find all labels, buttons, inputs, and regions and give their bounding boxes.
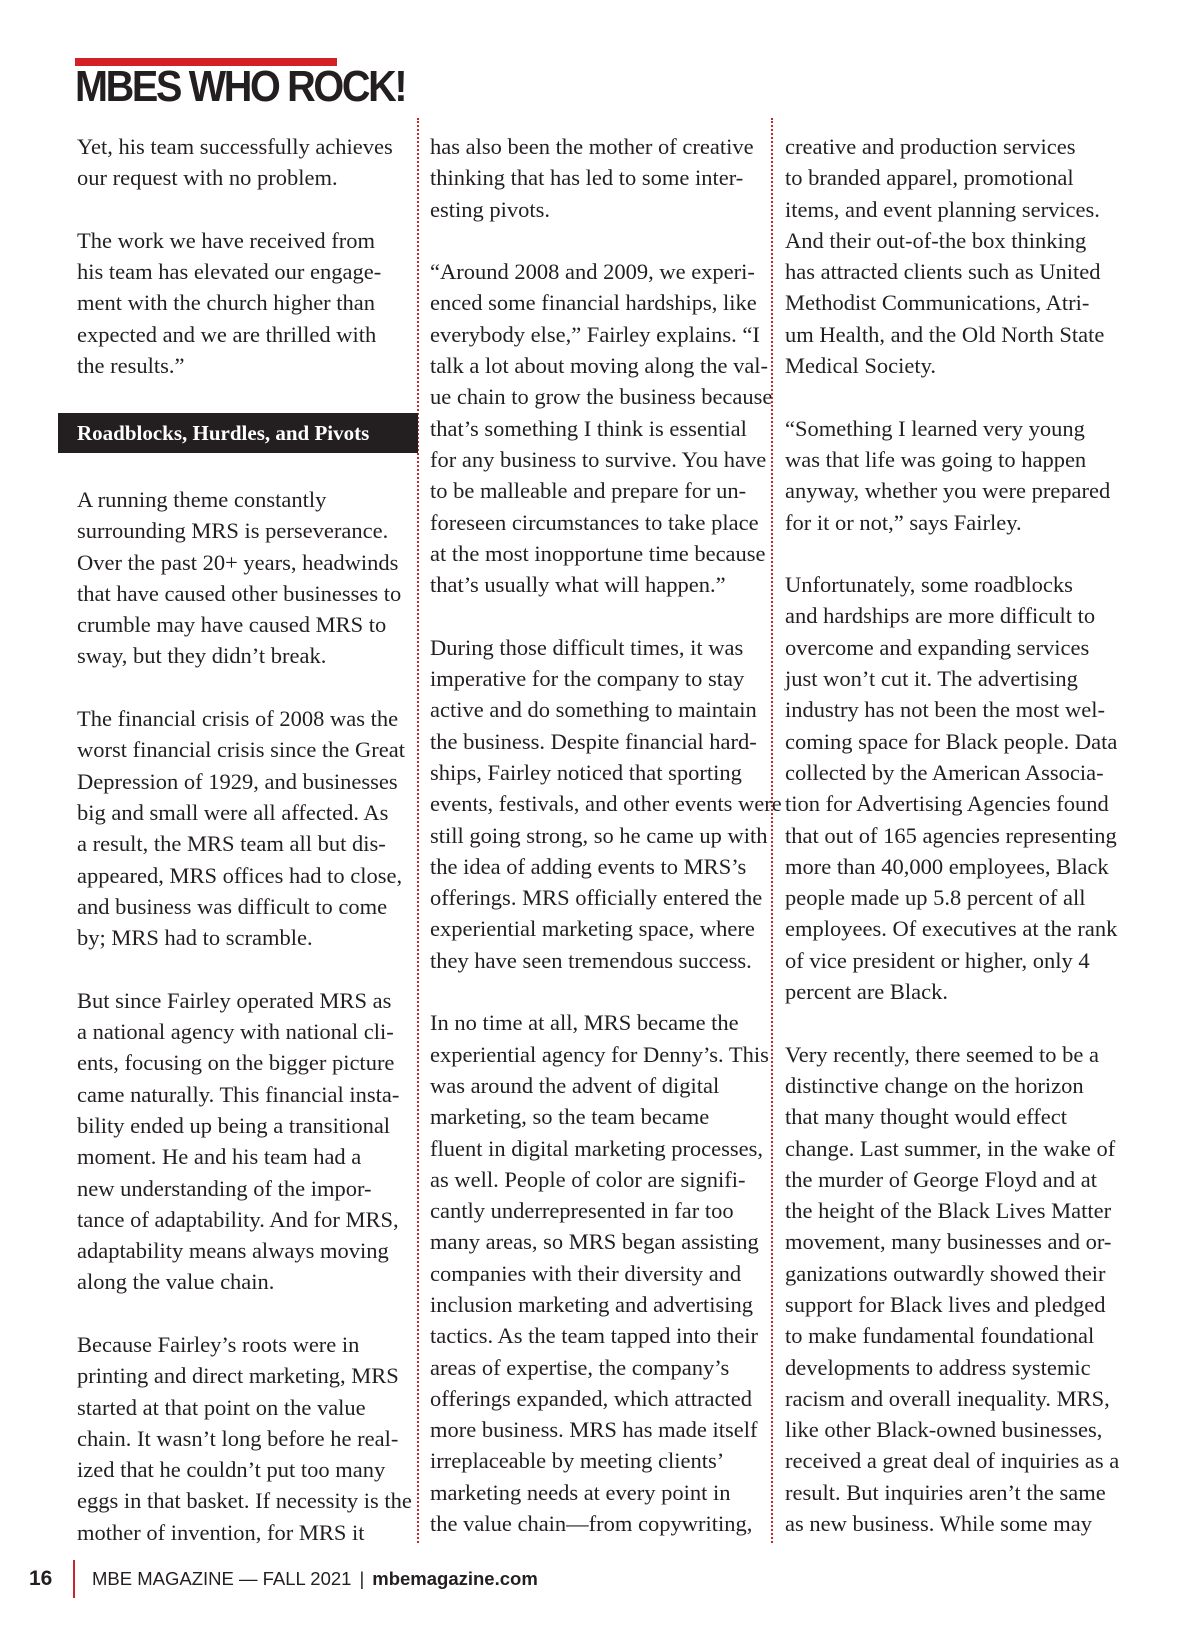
text-line: the value chain—from copywriting, — [430, 1511, 753, 1537]
text-line: ents, focusing on the bigger picture — [77, 1050, 395, 1076]
text-line: creative and production services — [785, 134, 1076, 159]
text-line: adaptability means always moving — [77, 1238, 389, 1264]
text-line: In no time at all, MRS became the — [430, 1010, 739, 1036]
text-line: surrounding MRS is perseverance. — [77, 518, 389, 544]
text-line: Yet, his team successfully achieves — [77, 134, 393, 159]
text-line: for it or not,” says Fairley. — [785, 509, 1022, 535]
paragraph — [77, 484, 407, 672]
paragraph — [785, 1039, 1120, 1540]
text-line: tance of adaptability. And for MRS, — [77, 1206, 399, 1232]
text-line: and hardships are more difficult to — [785, 603, 1096, 629]
text-line: new understanding of the impor- — [77, 1175, 372, 1201]
footer-magazine: MBE MAGAZINE — FALL 2021 — [92, 1568, 352, 1589]
article-column-2 — [430, 131, 782, 1571]
text-line: offerings expanded, which attracted — [430, 1385, 752, 1411]
paragraph — [77, 1329, 412, 1548]
text-line: printing and direct marketing, MRS — [77, 1363, 399, 1389]
text-line: “Something I learned very young — [785, 415, 1085, 441]
text-line: ment with the church higher than — [77, 290, 376, 316]
text-line: The financial crisis of 2008 was the — [77, 706, 399, 732]
paragraph — [77, 225, 407, 381]
text-line: a result, the MRS team all but dis- — [77, 831, 386, 857]
text-line: companies with their diversity and — [430, 1260, 742, 1286]
text-line: percent are Black. — [785, 979, 949, 1005]
text-line: foreseen circumstances to take place — [430, 509, 759, 535]
text-line: employees. Of executives at the rank — [785, 916, 1118, 942]
text-line: irreplaceable by meeting clients’ — [430, 1448, 725, 1474]
text-line: events, festivals, and other events were — [430, 791, 782, 817]
text-line: Medical Society. — [785, 353, 936, 379]
text-line: to branded apparel, promotional — [785, 165, 1074, 191]
text-line: started at that point on the value — [77, 1394, 366, 1420]
text-line: by; MRS had to scramble. — [77, 925, 313, 951]
text-line: our request with no problem. — [77, 165, 338, 191]
footer-separator: | — [359, 1568, 365, 1589]
text-line: racism and overall inequality. MRS, — [785, 1385, 1110, 1411]
text-line: Unfortunately, some roadblocks — [785, 572, 1073, 598]
text-line: at the most inopportune time because — [430, 540, 766, 566]
paragraph — [430, 1007, 769, 1539]
text-line: ganizations outwardly showed their — [785, 1260, 1106, 1286]
text-line: result. But inquiries aren’t the same — [785, 1479, 1106, 1505]
text-line: tion for Advertising Agencies found — [785, 791, 1109, 817]
page-number: 16 — [29, 1567, 53, 1590]
text-line: movement, many businesses and or- — [785, 1229, 1112, 1255]
text-line: that have caused other businesses to — [77, 580, 402, 606]
paragraph — [77, 985, 407, 1298]
text-line: to make fundamental foundational — [785, 1323, 1095, 1349]
paragraph — [77, 703, 407, 953]
paragraph — [430, 632, 782, 976]
article-column-3 — [785, 131, 1120, 1571]
text-line: the height of the Black Lives Matter — [785, 1198, 1112, 1224]
text-line: came naturally. This financial insta- — [77, 1081, 400, 1107]
footer-divider — [73, 1560, 75, 1598]
text-line: marketing needs at every point in — [430, 1479, 731, 1505]
subheading: Roadblocks, Hurdles, and Pivots — [58, 413, 418, 453]
text-line: offerings. MRS officially entered the — [430, 885, 763, 911]
text-line: overcome and expanding services — [785, 634, 1090, 660]
paragraph — [785, 131, 1120, 381]
text-line: just won’t cut it. The advertising — [785, 666, 1078, 692]
text-line: active and do something to maintain — [430, 697, 757, 723]
paragraph — [430, 131, 765, 225]
text-line: everybody else,” Fairley explains. “I — [430, 321, 760, 347]
text-line: the murder of George Floyd and at — [785, 1166, 1098, 1192]
text-line: for any business to survive. You have — [430, 446, 767, 472]
text-line: mother of invention, for MRS it — [77, 1519, 365, 1545]
text-line: During those difficult times, it was — [430, 634, 744, 660]
text-line: enced some financial hardships, like — [430, 290, 757, 316]
text-line: Depression of 1929, and businesses — [77, 768, 398, 794]
text-line: the business. Despite financial hard- — [430, 728, 757, 754]
text-line: has attracted clients such as United — [785, 259, 1101, 285]
text-line: and business was difficult to come — [77, 893, 388, 919]
text-line: cantly underrepresented in far too — [430, 1198, 734, 1224]
text-line: along the value chain. — [77, 1269, 275, 1295]
text-line: more than 40,000 employees, Black — [785, 853, 1109, 879]
text-line: the results.” — [77, 353, 185, 379]
text-line: Very recently, there seemed to be a — [785, 1041, 1100, 1067]
text-line: ships, Fairley noticed that sporting — [430, 759, 742, 785]
text-line: change. Last summer, in the wake of — [785, 1135, 1116, 1161]
text-line: like other Black-owned businesses, — [785, 1417, 1103, 1443]
text-line: eggs in that basket. If necessity is the — [77, 1488, 412, 1514]
text-line: worst financial crisis since the Great — [77, 737, 406, 763]
text-line: ue chain to grow the business because — [430, 384, 773, 410]
text-line: anyway, whether you were prepared — [785, 478, 1111, 504]
text-line: A running theme constantly — [77, 486, 327, 512]
text-line: was around the advent of digital — [430, 1072, 720, 1098]
footer-website-link[interactable]: mbemagazine.com — [372, 1568, 538, 1589]
section-heading: MBES WHO ROCK! — [75, 62, 406, 111]
text-line: crumble may have caused MRS to — [77, 612, 387, 638]
column-divider — [417, 118, 419, 1543]
text-line: the idea of adding events to MRS’s — [430, 853, 747, 879]
text-line: thinking that has led to some inter- — [430, 165, 744, 191]
text-line: marketing, so the team became — [430, 1104, 710, 1130]
text-line: developments to address systemic — [785, 1354, 1091, 1380]
text-line: has also been the mother of creative — [430, 134, 754, 159]
text-line: bility ended up being a transitional — [77, 1112, 391, 1138]
paragraph — [785, 413, 1120, 538]
text-line: support for Black lives and pledged — [785, 1291, 1106, 1317]
text-line: industry has not been the most wel- — [785, 697, 1105, 723]
text-line: Methodist Communications, Atri- — [785, 290, 1090, 316]
text-line: as well. People of color are signifi- — [430, 1166, 746, 1192]
text-line: they have seen tremendous success. — [430, 947, 752, 973]
text-line: that’s something I think is essential — [430, 415, 747, 441]
text-line: inclusion marketing and advertising — [430, 1291, 754, 1317]
text-line: many areas, so MRS began assisting — [430, 1229, 759, 1255]
paragraph — [785, 569, 1120, 1007]
paragraph — [430, 256, 773, 600]
text-line: ized that he couldn’t put too many — [77, 1457, 386, 1483]
text-line: talk a lot about moving along the val- — [430, 353, 769, 379]
text-line: to be malleable and prepare for un- — [430, 478, 747, 504]
text-line: Over the past 20+ years, headwinds — [77, 549, 399, 575]
text-line: was that life was going to happen — [785, 446, 1087, 472]
text-line: moment. He and his team had a — [77, 1144, 362, 1170]
text-line: imperative for the company to stay — [430, 666, 745, 692]
text-line: expected and we are thrilled with — [77, 321, 377, 347]
text-line: “Around 2008 and 2009, we experi- — [430, 259, 755, 285]
text-line: distinctive change on the horizon — [785, 1072, 1084, 1098]
text-line: chain. It wasn’t long before he real- — [77, 1425, 399, 1451]
text-line: as new business. While some may — [785, 1511, 1093, 1537]
text-line: areas of expertise, the company’s — [430, 1354, 730, 1380]
text-line: more business. MRS has made itself — [430, 1417, 758, 1443]
text-line: of vice president or higher, only 4 — [785, 947, 1090, 973]
text-line: esting pivots. — [430, 196, 551, 222]
page-footer — [29, 1559, 538, 1599]
text-line: people made up 5.8 percent of all — [785, 885, 1086, 911]
text-line: received a great deal of inquiries as a — [785, 1448, 1120, 1474]
text-line: still going strong, so he came up with — [430, 822, 768, 848]
text-line: The work we have received from — [77, 227, 375, 253]
text-line: But since Fairley operated MRS as — [77, 987, 392, 1013]
text-line: fluent in digital marketing processes, — [430, 1135, 764, 1161]
column-divider — [771, 118, 773, 1543]
text-line: big and small were all affected. As — [77, 799, 389, 825]
text-line: items, and event planning services. — [785, 196, 1100, 222]
text-line: his team has elevated our engage- — [77, 259, 382, 285]
text-line: a national agency with national cli- — [77, 1019, 394, 1045]
text-line: Because Fairley’s roots were in — [77, 1331, 360, 1357]
text-line: that’s usually what will happen.” — [430, 572, 726, 598]
text-line: sway, but they didn’t break. — [77, 643, 327, 669]
text-line: And their out-of-the box thinking — [785, 227, 1087, 253]
text-line: tactics. As the team tapped into their — [430, 1323, 759, 1349]
text-line: that many thought would effect — [785, 1104, 1068, 1130]
paragraph — [77, 131, 407, 194]
text-line: appeared, MRS offices had to close, — [77, 862, 403, 888]
text-line: that out of 165 agencies representing — [785, 822, 1117, 848]
text-line: collected by the American Associa- — [785, 759, 1104, 785]
text-line: coming space for Black people. Data — [785, 728, 1118, 754]
text-line: experiential marketing space, where — [430, 916, 755, 942]
article-column-1 — [77, 131, 412, 1579]
text-line: um Health, and the Old North State — [785, 321, 1105, 347]
text-line: experiential agency for Denny’s. This — [430, 1041, 769, 1067]
